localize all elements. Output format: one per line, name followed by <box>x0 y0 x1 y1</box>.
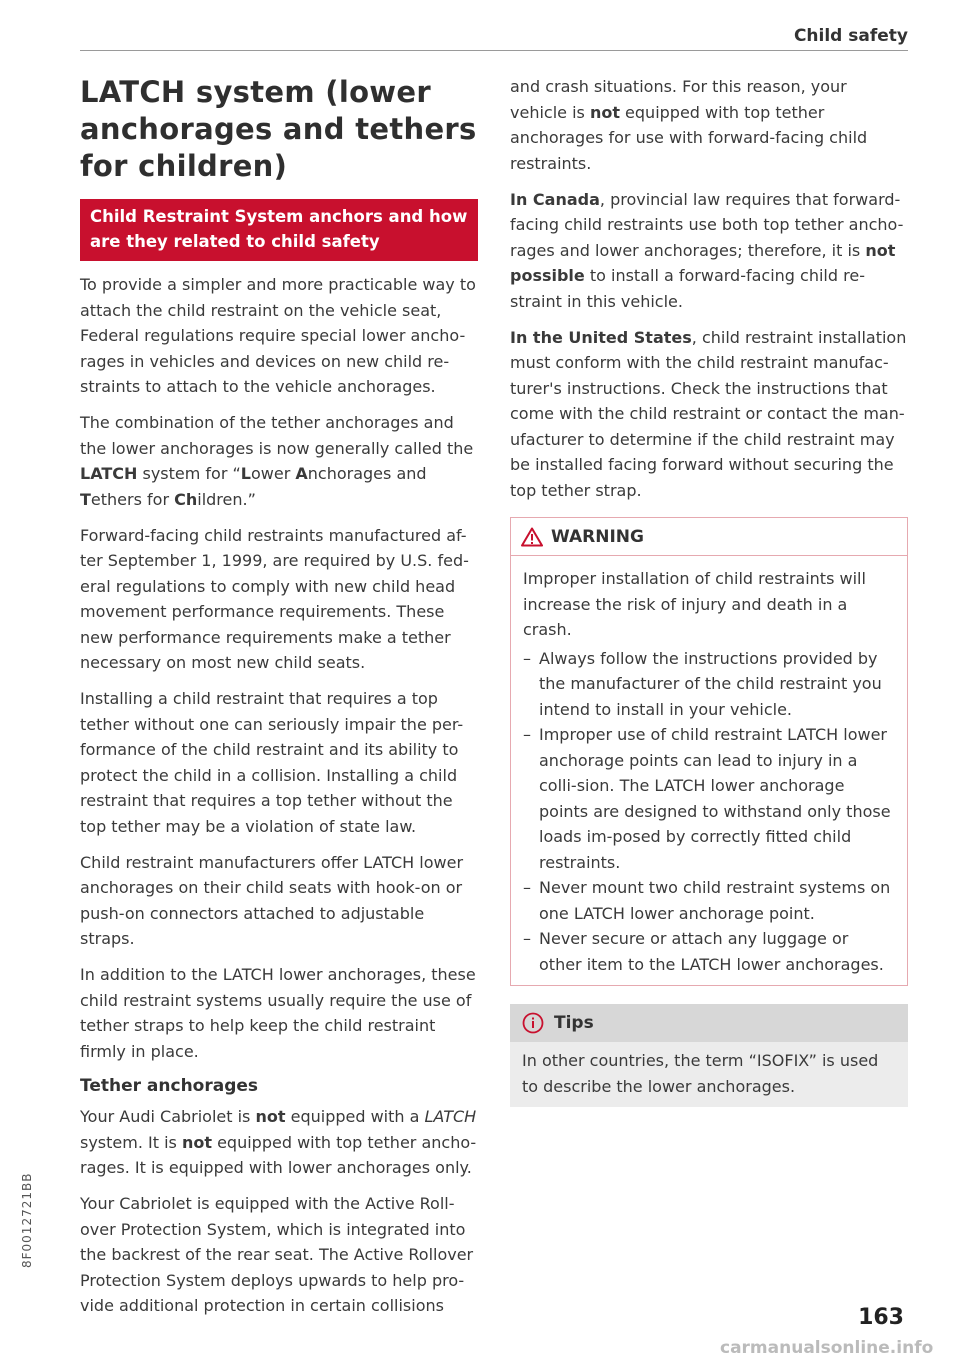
paragraph-tether-straps: In addition to the LATCH lower anchorages, these child restraint systems usually require the use of tether straps to help keep the child restraint firmly in place. <box>80 965 476 1061</box>
tether-anchorages-heading: Tether anchorages <box>80 1076 259 1097</box>
tips-title: Tips <box>554 1013 594 1033</box>
tips-header <box>510 1004 908 1042</box>
paragraph-manufacturers: Child restraint manufacturers offer LATCH lower anchorages on their child seats with hook-on or push-on connectors attached to adjustable straps. <box>80 852 464 949</box>
text-run: , provincial law requires that forward-facing child restraints use both top tether ancho-rages and lower anchorages; therefore, it is <box>510 189 904 260</box>
section-subheading: Child Restraint System anchors and how are they related to child safety <box>80 199 478 261</box>
left-column <box>80 74 478 1329</box>
tips-text: In other countries, the term “ISOFIX” is used to describe the lower anchorages. <box>522 1051 879 1096</box>
paragraph-top-tether: Installing a child restraint that requires a top tether without one can seriously impair the per-formance of the child restraint and its ability to protect the child in a collision. Installing a child restraint that requires a top tether without the top tether may be a violation of state law. <box>80 689 464 836</box>
paragraph-latch-definition <box>80 410 478 512</box>
text-run: , child restraint installation must conform with the child restraint manufac-turer's instructions. Check the instructions that come with the child restraint or contact the man-ufacturer to determine if the child restraint may be installed facing forward without securing the top tether strap. <box>510 327 907 500</box>
list-item-text: Improper use of child restraint LATCH lower anchorage points can lead to injury in a colli-sion. The LATCH lower anchorage points are designed to withstand only those loads im-posed by correctly fitted child restraints. <box>539 725 891 872</box>
paragraph-united-states <box>510 325 908 504</box>
bold-not-possible: not possible <box>510 240 896 285</box>
bold-letter: A <box>295 464 308 484</box>
text-run: nchorages and <box>307 464 427 484</box>
warning-title: WARNING <box>551 527 644 547</box>
list-item-text: Never secure or attach any luggage or other item to the LATCH lower anchorages. <box>539 929 884 974</box>
list-item: – Improper use of child restraint LATCH lower anchorage points can lead to injury in a colli-sion. The LATCH lower anchorage points are designed to withstand only those loads im-posed by correctly fitted child restraints. <box>523 725 891 872</box>
text-run: equipped with top tether ancho-rages. It is equipped with lower anchorages only. <box>80 1132 477 1178</box>
paragraph-audi-cabriolet <box>80 1104 478 1181</box>
warning-body <box>511 556 907 985</box>
bold-not: not <box>255 1107 286 1127</box>
header-rule <box>80 50 908 51</box>
warning-header <box>511 518 907 556</box>
text-run: system for “ <box>137 464 241 484</box>
paragraph-intro: To provide a simpler and more practicable way to attach the child restraint on the vehicle seat, Federal regulations require special lower ancho-rages in vehicles and devices on new child re-straints to attach to the vehicle anchorages. <box>80 275 476 397</box>
tips-box <box>510 1004 908 1107</box>
text-run: to install a forward-facing child re-straint in this vehicle. <box>510 266 865 311</box>
page-number: 163 <box>858 1305 904 1330</box>
document-code: 8F0012721BB <box>20 1172 34 1268</box>
warning-list <box>523 646 893 978</box>
paragraph-rollover-protection: Your Cabriolet is equipped with the Active Roll-over Protection System, which is integrated into the backrest of the rear seat. The Active Rollover Protection System deploys upwards to help pro-vide additional protection in certain collisions <box>80 1194 474 1316</box>
section-title: Child safety <box>793 26 908 46</box>
text-run: ower <box>250 464 296 484</box>
paragraph-regulations: Forward-facing child restraints manufactured af-ter September 1, 1999, are required by U.S. fed-eral regulations to comply with new child head movement performance requirements. These new performance requirements make a tether necessary on most new child seats. <box>80 525 469 673</box>
bold-letter: L <box>240 464 251 484</box>
watermark: carmanualsonline.info <box>720 1338 934 1358</box>
bold-letter: Ch <box>174 489 198 509</box>
text-run: ethers for <box>90 489 175 509</box>
page-heading: LATCH system (lower anchorages and tethers for children) <box>80 75 477 184</box>
bold-letter: T <box>80 489 91 509</box>
paragraph-crash-situations <box>510 74 908 176</box>
bold-canada: In Canada <box>510 189 600 209</box>
text-run: equipped with a <box>285 1107 425 1127</box>
italic-latch: LATCH <box>424 1107 477 1127</box>
text-run: Your Audi Cabriolet is <box>80 1107 256 1127</box>
list-item-text: Never mount two child restraint systems on one LATCH lower anchorage point. <box>539 878 891 923</box>
text-run: equipped with top tether anchorages for use with forward-facing child restraints. <box>510 102 868 173</box>
text-run: system. It is <box>80 1132 182 1152</box>
bold-latch: LATCH <box>80 464 138 484</box>
warning-triangle-icon <box>521 527 543 547</box>
tips-body <box>510 1042 908 1107</box>
text-run: and crash situations. For this reason, your vehicle is <box>510 77 847 122</box>
info-icon <box>522 1012 544 1034</box>
text-run: ildren.” <box>197 489 256 509</box>
text-run: The combination of the tether anchorages and the lower anchorages is now generally called the <box>80 413 474 458</box>
bold-not: not <box>181 1132 212 1152</box>
list-item-text: Always follow the instructions provided by the manufacturer of the child restraint you intend to install in your vehicle. <box>539 648 882 719</box>
bold-not: not <box>589 102 620 122</box>
warning-box <box>510 517 908 986</box>
list-item: – Always follow the instructions provided by the manufacturer of the child restraint you intend to install in your vehicle. <box>523 648 882 719</box>
list-item: – Never mount two child restraint systems on one LATCH lower anchorage point. <box>523 878 891 923</box>
paragraph-canada <box>510 187 908 315</box>
bold-united-states: In the United States <box>510 327 692 347</box>
warning-intro: Improper installation of child restraints will increase the risk of injury and death in a crash. <box>523 569 866 639</box>
right-column <box>510 74 908 1107</box>
list-item: – Never secure or attach any luggage or other item to the LATCH lower anchorages. <box>523 929 884 974</box>
